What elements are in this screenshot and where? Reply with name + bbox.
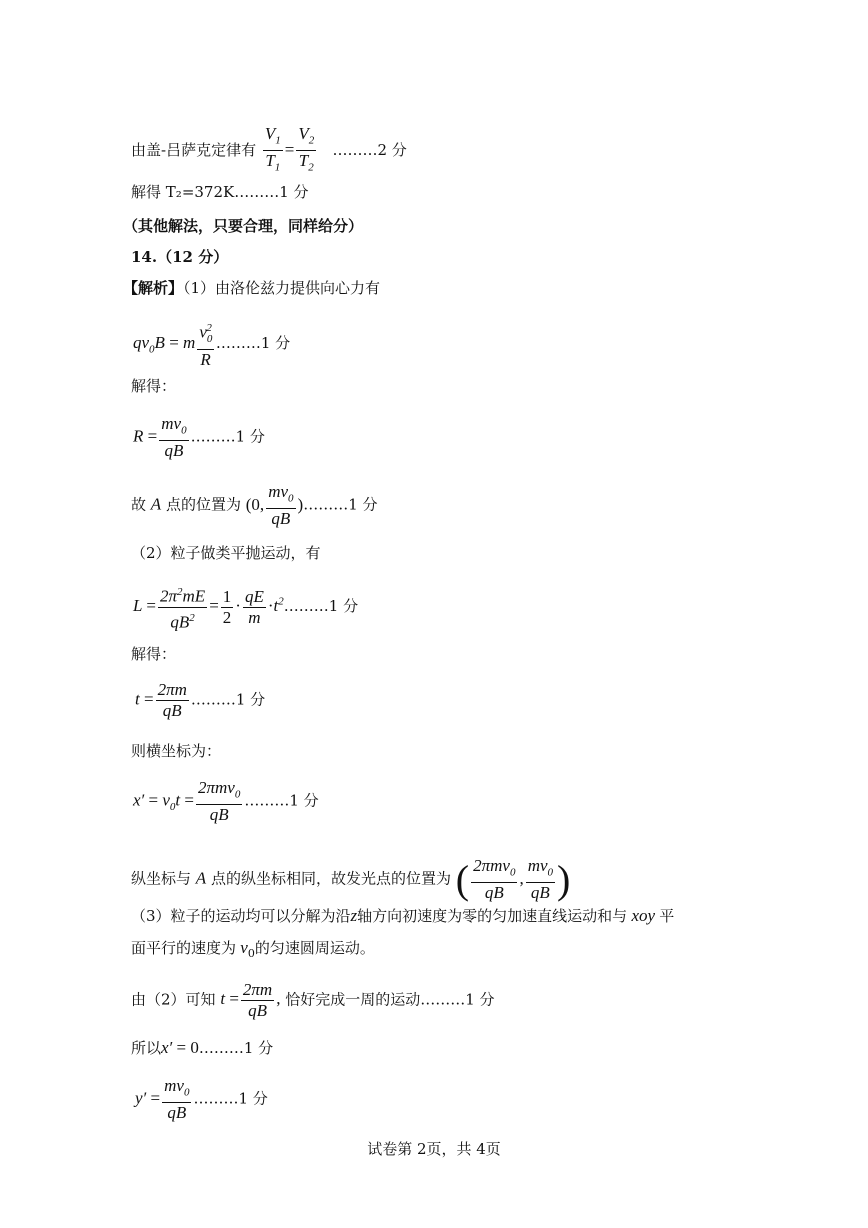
line-full-circle: 由（2）可知 t = $\frac{2\pi m}{qB}$ , 恰好完成一周的运动………1 分 bbox=[131, 980, 495, 1020]
note-other-methods: （其他解法，只要合理，同样给分） bbox=[123, 217, 364, 235]
formula-lorentz: $qv_0B = m$ $\frac{v_0^2}{R}$ ………1 分 bbox=[133, 318, 290, 370]
line-analysis-3b: 面平行的速度为 $v_0$的匀速圆周运动。 bbox=[131, 938, 375, 960]
line-point-a: 故 A 点的位置为 (0, $\frac{mv_0}{qB}$ )………1 分 bbox=[131, 482, 378, 529]
line-gay-lussac: 由盖-吕萨克定律有 $\frac{V_1}{T_1}$ = $\frac{V_2}{T_2}$ ………2 分 bbox=[131, 124, 407, 174]
line-x-zero: 所以x′ = 0………1 分 bbox=[131, 1038, 274, 1057]
line-result-t2: 解得 T₂=372K………1 分 bbox=[131, 183, 309, 201]
line-analysis-3a: （3）粒子的运动均可以分解为沿z轴方向初速度为零的匀加速直线运动和与 xoy 平 bbox=[131, 906, 675, 925]
page-footer: 试卷第 2页，共 4页 bbox=[367, 1140, 501, 1158]
question-14-heading: 14.（12 分） bbox=[131, 248, 229, 266]
line-light-point: 纵坐标与 A 点的纵坐标相同，故发光点的位置为 ( $\frac{2\pi mv_0}{qB}$ , $\frac{mv_0}{qB}$ ) bbox=[131, 856, 571, 903]
line-analysis-2: （2）粒子做类平抛运动，有 bbox=[131, 544, 321, 562]
line-abscissa: 则横坐标为： bbox=[131, 742, 222, 760]
formula-x-prime: $x' = v_0t$ = $\frac{2\pi mv_0}{qB}$ ………1 分 bbox=[133, 778, 319, 825]
formula-y-prime: y′ = $\frac{mv_0}{qB}$ ………1 分 bbox=[135, 1076, 268, 1123]
line-solve-2: 解得： bbox=[131, 645, 177, 663]
line-analysis-1: 【解析】（1）由洛伦兹力提供向心力有 bbox=[123, 279, 381, 297]
formula-v1t1-v2t2: $\frac{V_1}{T_1}$ = $\frac{V_2}{T_2}$ bbox=[264, 124, 315, 174]
line-solve-1: 解得： bbox=[131, 377, 177, 395]
formula-radius: R = $\frac{mv_0}{qB}$ ………1 分 bbox=[133, 414, 265, 461]
formula-l: L = $\frac{2\pi^2mE}{qB^2}$ = $\frac{1}{2}$ · $\frac{qE}{m}$ $\cdot t^2\dots\dots\dots 1$ 分 bbox=[133, 582, 358, 632]
formula-t: t = $\frac{2\pi m}{qB}$ ………1 分 bbox=[135, 680, 266, 720]
